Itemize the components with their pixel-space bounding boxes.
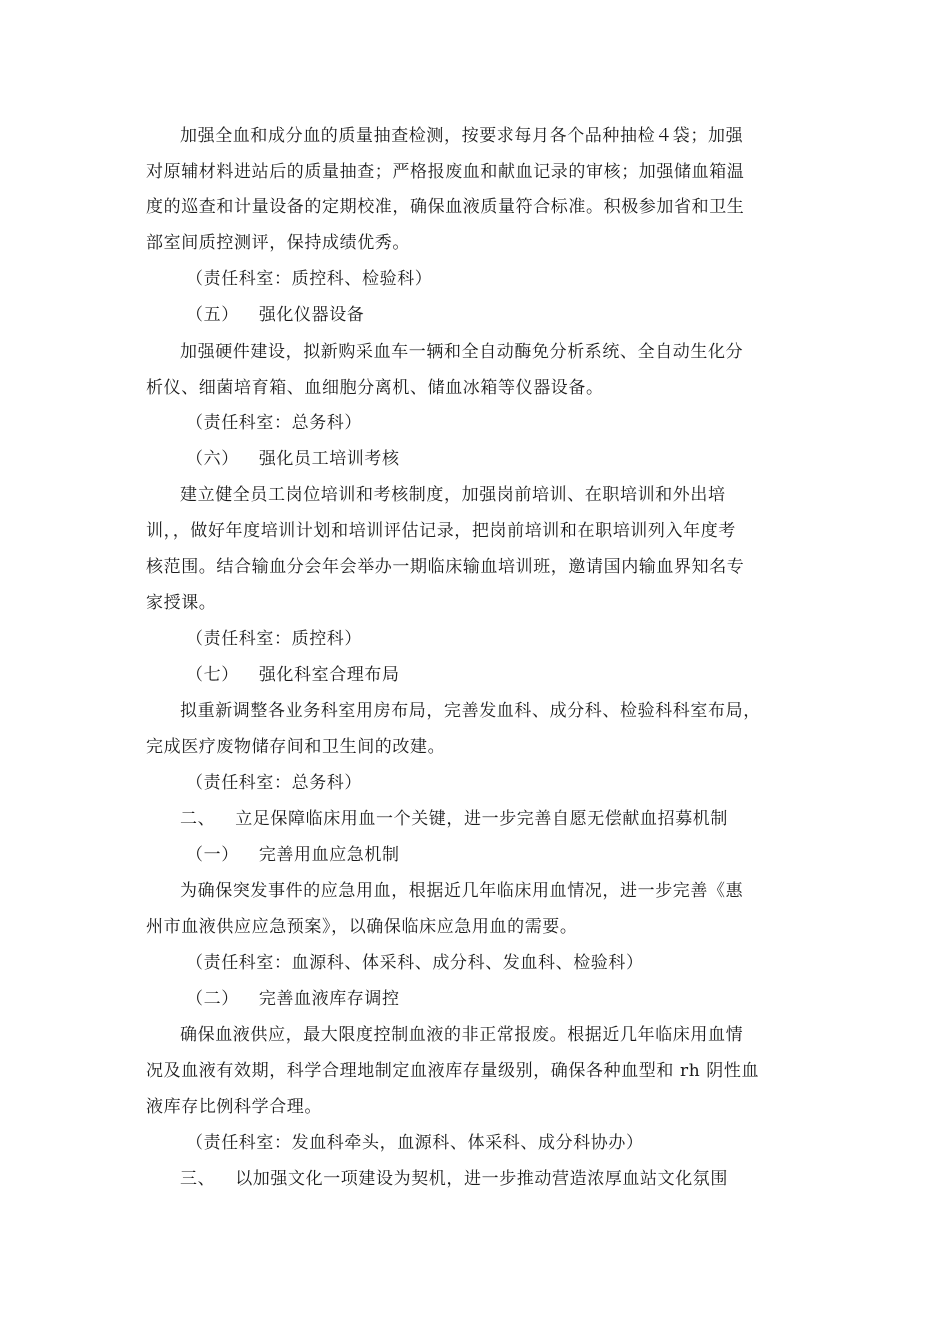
section-title: 立足保障临床用血一个关键，进一步完善自愿无偿献血招募机制	[235, 809, 729, 829]
paragraph-line: 为确保突发事件的应急用血，根据近几年临床用血情况，进一步完善《惠	[180, 881, 744, 901]
paragraph-line: 析仪、细菌培育箱、血细胞分离机、储血冰箱等仪器设备。	[146, 378, 604, 398]
section-number: 二、	[180, 809, 216, 829]
responsible-dept: （责任科室：质控科、检验科）	[186, 269, 433, 289]
paragraph-line: 对原辅材料进站后的质量抽查；严格报废血和献血记录的审核；加强储血箱温	[146, 162, 745, 182]
paragraph-line: 完成医疗废物储存间和卫生间的改建。	[146, 737, 446, 757]
section-number: 三、	[180, 1169, 216, 1189]
responsible-dept: （责任科室：总务科）	[186, 773, 362, 793]
responsible-dept: （责任科室：血源科、体采科、成分科、发血科、检验科）	[186, 953, 644, 973]
subsection-number: （一）	[186, 845, 239, 865]
section-heading	[180, 1168, 728, 1190]
subsection-title: 强化员工培训考核	[258, 449, 400, 469]
paragraph-line: 确保血液供应，最大限度控制血液的非正常报废。根据近几年临床用血情	[180, 1025, 744, 1045]
paragraph-line: 部室间质控测评，保持成绩优秀。	[146, 233, 410, 253]
subsection-heading	[186, 844, 400, 866]
paragraph-line: 拟重新调整各业务科室用房布局，完善发血科、成分科、检验科科室布局，	[180, 701, 761, 721]
subsection-number: （五）	[186, 305, 239, 325]
subsection-title: 完善用血应急机制	[258, 845, 400, 865]
paragraph-line: 加强硬件建设，拟新购采血车一辆和全自动酶免分析系统、全自动生化分	[180, 342, 744, 362]
paragraph-line: 州市血液供应应急预案》，以确保临床应急用血的需要。	[146, 917, 578, 937]
paragraph-line: 液库存比例科学合理。	[146, 1097, 322, 1117]
paragraph-line: 加强全血和成分血的质量抽查检测，按要求每月各个品种抽检４袋；加强	[180, 126, 744, 146]
subsection-number: （六）	[186, 449, 239, 469]
section-heading	[180, 808, 728, 830]
subsection-heading	[186, 988, 400, 1010]
subsection-title: 完善血液库存调控	[258, 989, 400, 1009]
subsection-title: 强化仪器设备	[258, 305, 365, 325]
subsection-heading	[186, 304, 364, 326]
responsible-dept: （责任科室：质控科）	[186, 629, 362, 649]
subsection-number: （七）	[186, 665, 239, 685]
responsible-dept: （责任科室：发血科牵头，血源科、体采科、成分科协办）	[186, 1133, 644, 1153]
paragraph-line: 家授课。	[146, 593, 217, 613]
paragraph-line: 度的巡查和计量设备的定期校准，确保血液质量符合标准。积极参加省和卫生	[146, 197, 745, 217]
section-title: 以加强文化一项建设为契机，进一步推动营造浓厚血站文化氛围	[235, 1169, 729, 1189]
paragraph-line: 建立健全员工岗位培训和考核制度，加强岗前培训、在职培训和外出培	[180, 485, 726, 505]
paragraph-line: 训，，做好年度培训计划和培训评估记录，把岗前培训和在职培训列入年度考	[146, 521, 736, 541]
subsection-heading	[186, 448, 400, 470]
paragraph-line: 况及血液有效期，科学合理地制定血液库存量级别，确保各种血型和 rh 阴性血	[146, 1061, 760, 1081]
subsection-number: （二）	[186, 989, 239, 1009]
responsible-dept: （责任科室：总务科）	[186, 413, 362, 433]
subsection-heading	[186, 664, 400, 686]
paragraph-line: 核范围。结合输血分会年会举办一期临床输血培训班，邀请国内输血界知名专	[146, 557, 745, 577]
subsection-title: 强化科室合理布局	[258, 665, 400, 685]
